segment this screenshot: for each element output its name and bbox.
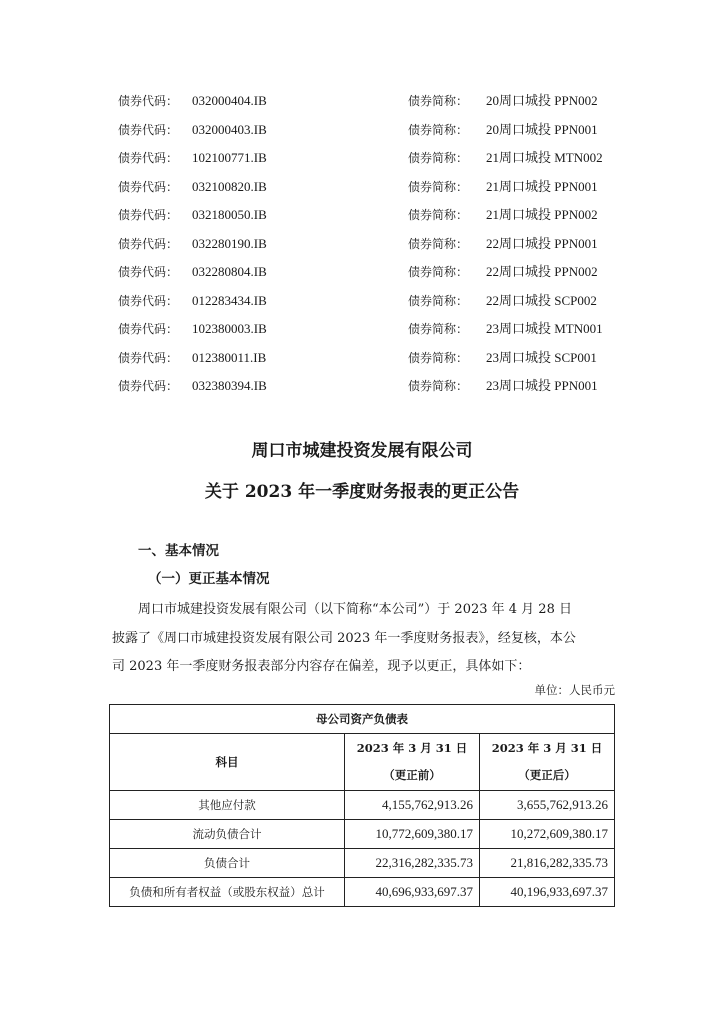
bond-row [118,291,638,320]
bond-code-label: 债券代码： [118,122,179,137]
value-before: 10,772,609,380.17 [345,820,480,849]
bond-code: 032380394.IB [192,378,267,393]
bond-code: 032000403.IB [192,121,267,137]
bond-list [118,91,638,405]
row-label: 负债合计 [110,849,345,878]
bond-name: 23周口城投 PPN001 [486,378,598,393]
bond-name-label: 债券简称： [408,379,469,393]
column-header-before [345,734,480,791]
bond-code: 032000404.IB [192,93,267,108]
bond-code-label: 债券代码： [118,293,179,308]
bond-name: 22周口城投 PPN001 [486,235,598,251]
value-after: 10,272,609,380.17 [480,820,615,849]
company-title: 周口市城建投资发展有限公司 [251,441,473,461]
value-before: 4,155,762,913.26 [345,791,480,820]
body-paragraph [112,596,614,682]
bond-row [118,148,638,177]
bond-code: 102380003.IB [192,321,267,336]
bond-name-label: 债券简称： [408,293,469,308]
bond-row [118,91,638,120]
bond-code-label: 债券代码： [118,322,179,336]
bond-code: 012380011.IB [192,349,267,365]
bond-code: 032280804.IB [192,264,267,279]
bond-name-label: 债券简称： [408,151,469,165]
table-row [110,791,615,820]
table-row [110,878,615,907]
bond-name: 20周口城投 PPN002 [486,93,598,108]
currency-unit: 单位：人民币元 [534,683,615,697]
paragraph-line: 司 2023 年一季度财务报表部分内容存在偏差，现予以更正，具体如下： [112,659,531,674]
bond-row [118,234,638,263]
bond-row [118,319,638,348]
value-after: 3,655,762,913.26 [480,791,615,820]
bond-code-label: 债券代码： [118,265,179,279]
balance-sheet-table [109,704,615,907]
bond-name: 23周口城投 MTN001 [486,321,603,336]
table-row [110,820,615,849]
bond-name: 21周口城投 PPN002 [486,207,598,222]
value-before: 22,316,282,335.73 [345,849,480,878]
value-after: 21,816,282,335.73 [480,849,615,878]
bond-name: 21周口城投 PPN001 [486,178,598,194]
subsection-heading: （一）更正基本情况 [148,571,270,587]
paragraph-line: 周口市城建投资发展有限公司（以下简称“本公司”）于 2023 年 4 月 28 日 [112,602,572,617]
bond-row [118,348,638,377]
bond-name-label: 债券简称： [408,322,469,336]
bond-name: 23周口城投 SCP001 [486,349,597,365]
bond-code-label: 债券代码： [118,151,179,165]
header-date: 2023 年 3 月 31 日 [491,741,603,755]
row-label: 流动负债合计 [110,820,345,849]
paragraph-line: 披露了《周口市城建投资发展有限公司 2023 年一季度财务报表》，经复核，本公 [112,630,576,646]
bond-name-label: 债券简称： [408,236,469,251]
bond-row [118,177,638,206]
bond-name-label: 债券简称： [408,265,469,279]
bond-name-label: 债券简称： [408,179,469,194]
bond-code-label: 债券代码： [118,350,179,365]
bond-name-label: 债券简称： [408,122,469,137]
bond-code-label: 债券代码： [118,236,179,251]
value-after: 40,196,933,697.37 [480,878,615,907]
bond-code-label: 债券代码： [118,208,179,222]
column-header-after [480,734,615,791]
bond-name-label: 债券简称： [408,350,469,365]
column-header-item: 科目 [110,734,345,791]
bond-row [118,120,638,149]
bond-name: 22周口城投 PPN002 [486,264,598,279]
header-date: 2023 年 3 月 31 日 [356,741,468,755]
bond-name-label: 债券简称： [408,208,469,222]
value-before: 40,696,933,697.37 [345,878,480,907]
bond-code: 012283434.IB [192,292,267,308]
bond-code: 032280190.IB [192,235,267,251]
bond-name: 22周口城投 SCP002 [486,292,597,308]
bond-code: 032100820.IB [192,178,267,194]
bond-row [118,376,638,405]
section-heading: 一、基本情况 [138,543,219,559]
bond-code-label: 债券代码： [118,94,179,108]
row-label: 其他应付款 [110,791,345,820]
bond-name: 21周口城投 MTN002 [486,150,603,165]
bond-code: 102100771.IB [192,150,267,165]
header-note: （更正后） [518,768,576,782]
bond-code-label: 债券代码： [118,379,179,393]
announcement-title: 关于 2023 年一季度财务报表的更正公告 [204,482,520,502]
table-row [110,849,615,878]
bond-name-label: 债券简称： [408,94,469,108]
bond-row [118,205,638,234]
bond-name: 20周口城投 PPN001 [486,121,598,137]
header-note: （更正前） [383,768,441,782]
bond-code-label: 债券代码： [118,179,179,194]
table-caption: 母公司资产负债表 [110,705,615,734]
row-label: 负债和所有者权益（或股东权益）总计 [110,878,345,907]
bond-row [118,262,638,291]
bond-code: 032180050.IB [192,207,267,222]
